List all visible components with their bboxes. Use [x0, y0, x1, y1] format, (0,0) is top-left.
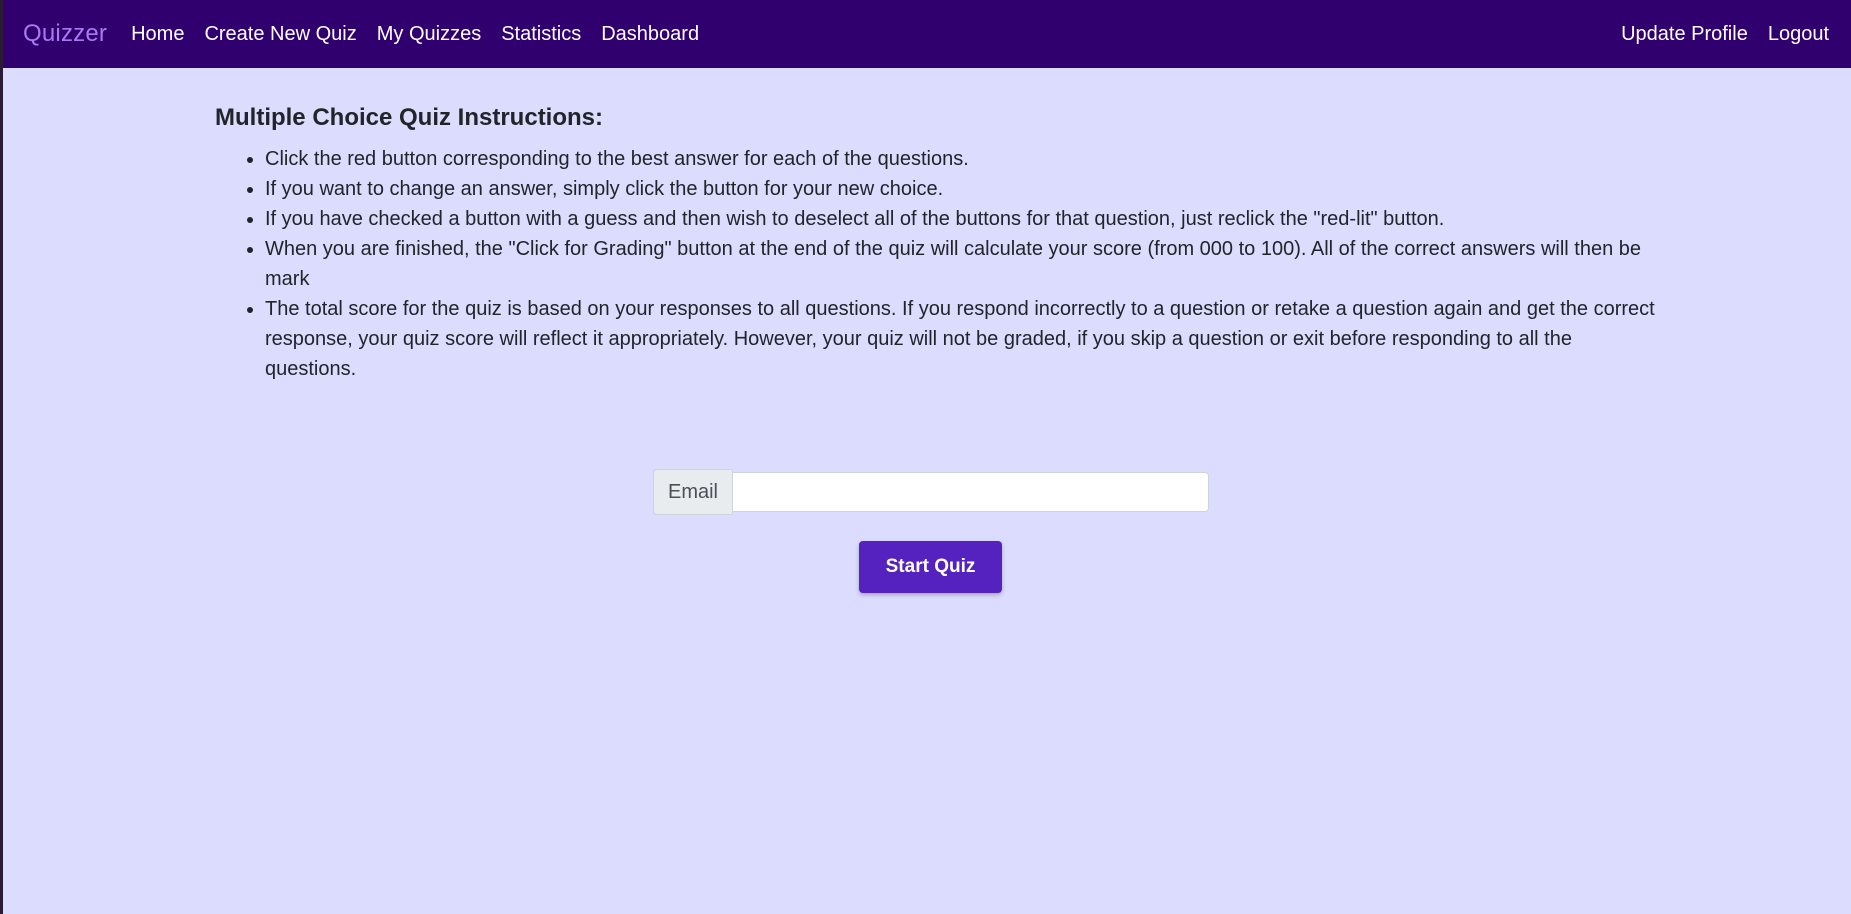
instructions-section	[215, 104, 1655, 384]
nav-link-dashboard[interactable]: Dashboard	[601, 22, 700, 45]
nav-links	[121, 23, 709, 46]
nav-link-create-new-quiz[interactable]: Create New Quiz	[204, 22, 357, 45]
nav-right-links	[1601, 23, 1829, 46]
instruction-item: • Click the red button corresponding to the best answer for each of the questions.	[265, 144, 1655, 174]
nav-link-update-profile[interactable]: Update Profile	[1621, 22, 1748, 45]
start-quiz-button[interactable]: Start Quiz	[859, 541, 1002, 593]
email-label: Email	[653, 469, 733, 515]
email-form	[653, 469, 1209, 515]
instruction-item: • If you have checked a button with a guess and then wish to deselect all of the buttons for that question, just reclick the "red-lit" button.	[265, 204, 1655, 234]
instruction-item: • If you want to change an answer, simply click the button for your new choice.	[265, 174, 1655, 204]
brand-logo[interactable]: Quizzer	[23, 20, 108, 47]
instruction-item: • The total score for the quiz is based on your responses to all questions. If you respond incorrectly to a question or retake a question again and get the correct response, your quiz score will reflect it appropriately. However, your quiz will not be graded, if you skip a question or exit before responding to all the questions.	[265, 294, 1655, 384]
nav-link-my-quizzes[interactable]: My Quizzes	[376, 22, 482, 45]
email-input[interactable]	[733, 472, 1209, 512]
instructions-list	[215, 144, 1655, 384]
nav-link-home[interactable]: Home	[131, 22, 185, 45]
instructions-heading: Multiple Choice Quiz Instructions:	[215, 104, 604, 131]
navbar	[3, 0, 1851, 68]
nav-link-statistics[interactable]: Statistics	[501, 22, 582, 45]
email-input-group	[653, 469, 1209, 515]
instruction-item: • When you are finished, the "Click for Grading" button at the end of the quiz will calculate your score (from 000 to 100). All of the correct answers will then be mark	[265, 234, 1655, 294]
nav-link-logout[interactable]: Logout	[1767, 22, 1829, 45]
